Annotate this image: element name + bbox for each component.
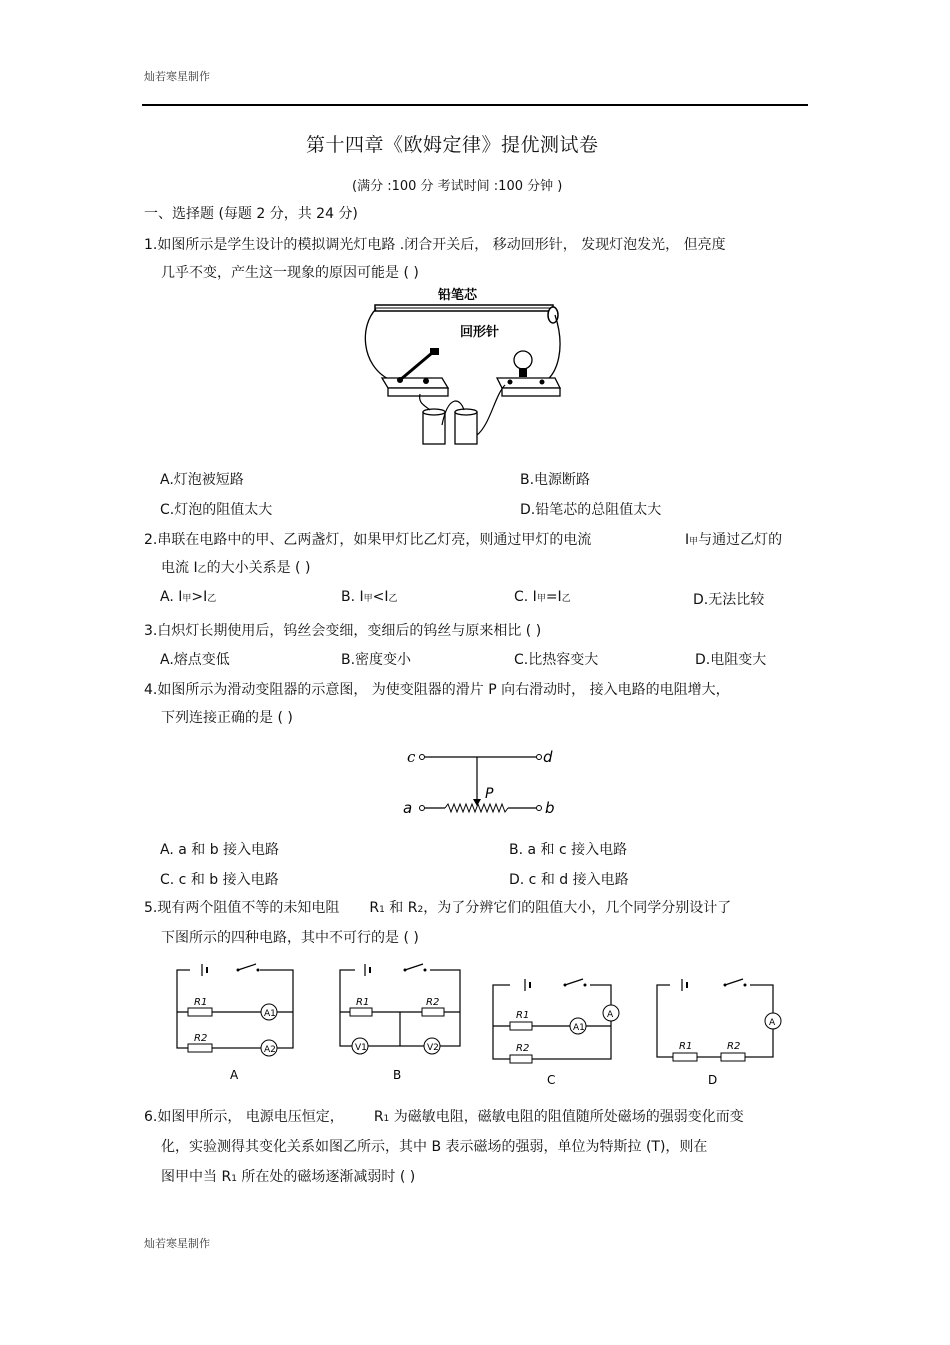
- svg-text:A1: A1: [573, 1023, 585, 1033]
- section-heading: 一、选择题 (每题 2 分，共 24 分): [144, 206, 358, 222]
- terminal-b-label: b: [545, 799, 555, 817]
- q3-option-c[interactable]: C.比热容变大: [514, 652, 599, 668]
- pencil-lead-label: 铅笔芯: [438, 288, 478, 303]
- svg-text:A: A: [607, 1010, 614, 1020]
- q6-stem-line2: 化，实验测得其变化关系如图乙所示，其中 B 表示磁场的强弱，单位为特斯拉 (T)，则在: [161, 1139, 708, 1155]
- q2-option-c[interactable]: C. I甲=I乙: [514, 589, 571, 605]
- q1-stem-line2: 几乎不变，产生这一现象的原因可能是 ( ): [161, 265, 419, 281]
- svg-text:R2: R2: [426, 997, 440, 1008]
- svg-text:V2: V2: [427, 1043, 439, 1053]
- q1-stem-line1: 1.如图所示是学生设计的模拟调光灯电路 .闭合开关后， 移动回形针， 发现灯泡发光， 但亮度: [144, 237, 726, 253]
- page-title: 第十四章《欧姆定律》提优测试卷: [306, 134, 599, 156]
- header-divider: [142, 104, 808, 106]
- q4-rheostat-figure: [395, 740, 565, 825]
- q6-stem-line3: 图甲中当 R1 所在处的磁场逐渐减弱时 ( ): [161, 1169, 416, 1185]
- circuit-b: [340, 963, 460, 1082]
- svg-text:R1: R1: [516, 1010, 530, 1021]
- circuit-c-label: C: [547, 1073, 556, 1087]
- page-footer-brand: 灿若寒星制作: [144, 1237, 210, 1250]
- circuit-c: [493, 978, 619, 1087]
- q2-option-a[interactable]: A. I甲>I乙: [160, 589, 217, 605]
- terminal-d-label: d: [543, 748, 553, 766]
- terminal-c-label: c: [407, 748, 416, 766]
- q6-stem-line1: 6.如图甲所示， 电源电压恒定， R1 为磁敏电阻，磁敏电阻的阻值随所处磁场的强弱变化而变: [144, 1109, 744, 1125]
- svg-text:R1: R1: [679, 1041, 693, 1052]
- q2-option-b[interactable]: B. I甲<I乙: [341, 589, 398, 605]
- terminal-a-label: a: [403, 799, 413, 817]
- q1-option-a[interactable]: A.灯泡被短路: [160, 472, 244, 488]
- svg-text:A1: A1: [264, 1009, 276, 1019]
- q4-option-d[interactable]: D. c 和 d 接入电路: [509, 872, 629, 888]
- q2-stem-line2: 电流 I乙的大小关系是 ( ): [161, 560, 311, 576]
- q1-option-b[interactable]: B.电源断路: [520, 472, 591, 488]
- page-header-brand: 灿若寒星制作: [144, 70, 210, 83]
- svg-text:R2: R2: [727, 1041, 741, 1052]
- q5-stem-line2: 下图所示的四种电路，其中不可行的是 ( ): [161, 930, 419, 946]
- q2-option-d[interactable]: D.无法比较: [693, 592, 765, 608]
- page-subtitle: (满分 :100 分 考试时间 :100 分钟 ): [352, 179, 563, 194]
- q1-option-d[interactable]: D.铅笔芯的总阻值太大: [520, 502, 662, 518]
- circuit-d-label: D: [708, 1073, 718, 1087]
- q4-stem-line2: 下列连接正确的是 ( ): [161, 710, 293, 726]
- q3-option-b[interactable]: B.密度变小: [341, 652, 412, 668]
- q3-stem: 3.白炽灯长期使用后，钨丝会变细，变细后的钨丝与原来相比 ( ): [144, 623, 542, 639]
- slider-p-label: P: [485, 786, 494, 802]
- q2-stem-line1-a: 2.串联在电路中的甲、乙两盏灯，如果甲灯比乙灯亮，则通过甲灯的电流: [144, 532, 592, 548]
- svg-text:R2: R2: [516, 1043, 530, 1054]
- svg-text:V1: V1: [355, 1043, 367, 1053]
- q1-circuit-figure: [360, 285, 580, 455]
- q4-option-a[interactable]: A. a 和 b 接入电路: [160, 842, 280, 858]
- paper-clip-label: 回形针: [460, 325, 500, 340]
- q3-option-a[interactable]: A.熔点变低: [160, 652, 230, 668]
- svg-text:R1: R1: [194, 997, 208, 1008]
- svg-text:A: A: [769, 1018, 776, 1028]
- q4-option-b[interactable]: B. a 和 c 接入电路: [509, 842, 628, 858]
- svg-text:R2: R2: [194, 1033, 208, 1044]
- circuit-d: [657, 978, 781, 1087]
- q2-stem-line1-b: I甲与通过乙灯的: [685, 532, 783, 548]
- svg-text:A2: A2: [264, 1045, 276, 1055]
- q4-stem-line1: 4.如图所示为滑动变阻器的示意图， 为使变阻器的滑片 P 向右滑动时， 接入电路的电阻增大，: [144, 682, 730, 698]
- q1-option-c[interactable]: C.灯泡的阻值太大: [160, 502, 273, 518]
- circuit-a: [177, 963, 293, 1082]
- circuit-a-label: A: [230, 1068, 239, 1082]
- circuit-b-label: B: [393, 1068, 402, 1082]
- q4-option-c[interactable]: C. c 和 b 接入电路: [160, 872, 279, 888]
- svg-text:R1: R1: [356, 997, 370, 1008]
- q5-circuits-figure: [160, 958, 800, 1093]
- q3-option-d[interactable]: D.电阻变大: [695, 652, 767, 668]
- q5-stem-line1: 5.现有两个阻值不等的未知电阻 R1 和 R2，为了分辨它们的阻值大小，几个同学分别设计了: [144, 900, 732, 916]
